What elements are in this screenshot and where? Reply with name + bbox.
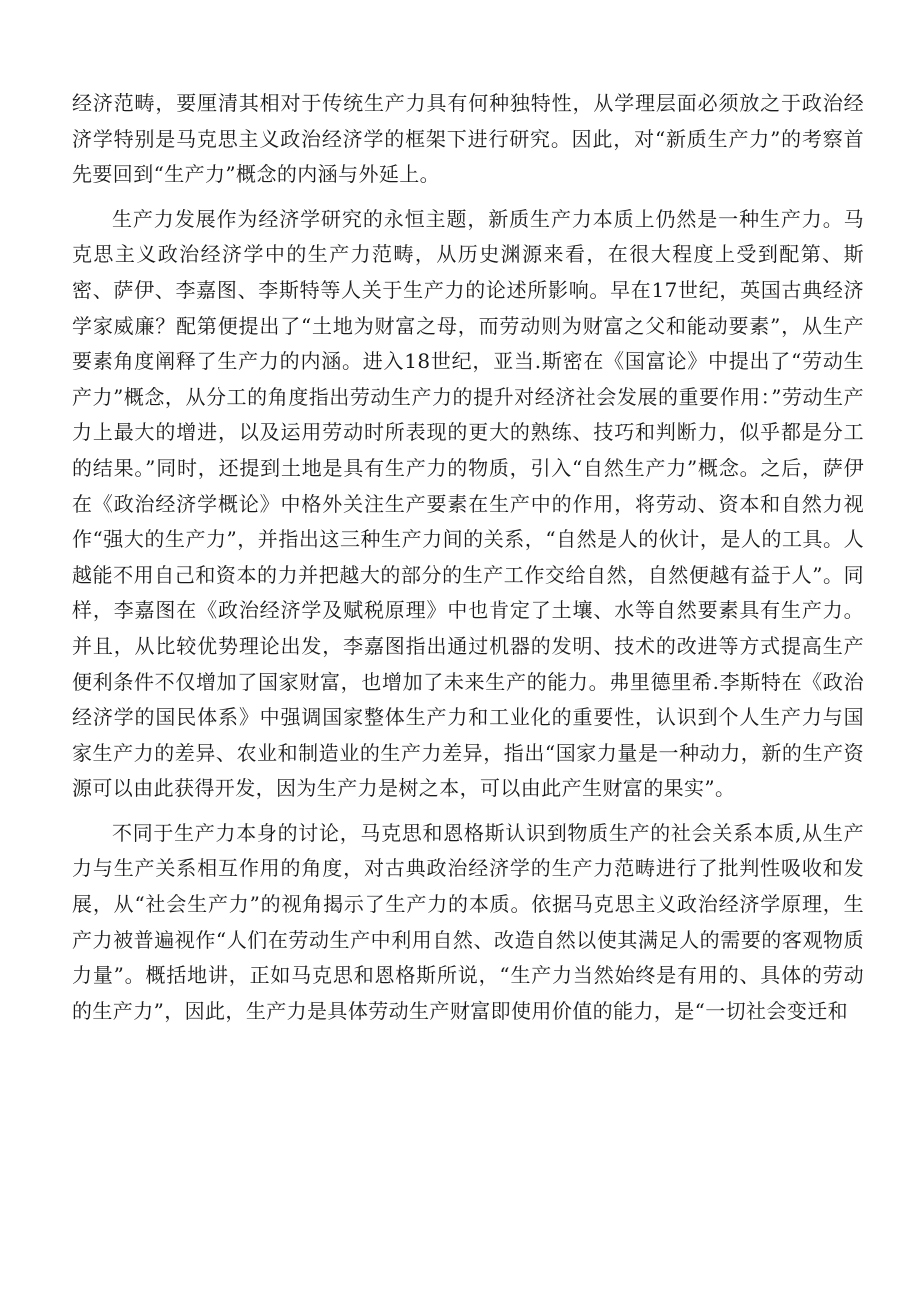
- paragraph-marx-engels: 不同于生产力本身的讨论，马克思和恩格斯认识到物质生产的社会关系本质,从生产力与生产关系相互作用的角度，对古典政治经济学的生产力范畴进行了批判性吸收和发展，从“社会生产力”的视角揭示了生产力的本质。依据马克思主义政治经济学原理，生产力被普遍视作“人们在劳动生产中利用自然、改造自然以使其满足人的需要的客观物质力量”。概括地讲，正如马克思和恩格斯所说，“生产力当然始终是有用的、具体的劳动的生产力”，因此，生产力是具体劳动生产财富即使用价值的能力，是“一切社会变迁和: [72, 820, 864, 1023]
- paragraph-continuation: 经济范畴，要厘清其相对于传统生产力具有何种独特性，从学理层面必须放之于政治经济学特别是马克思主义政治经济学的框架下进行研究。因此，对“新质生产力”的考察首先要回到“生产力”概念的内涵与外延上。: [72, 91, 864, 187]
- paragraph-productivity-history: 生产力发展作为经济学研究的永恒主题，新质生产力本质上仍然是一种生产力。马克思主义政治经济学中的生产力范畴，从历史渊源来看，在很大程度上受到配第、斯密、萨伊、李嘉图、李斯特等人关于生产力的论述所影响。早在17世纪，英国古典经济学家威廉？配第便提出了“土地为财富之母，而劳动则为财富之父和能动要素”，从生产要素角度阐释了生产力的内涵。进入18世纪，亚当.斯密在《国富论》中提出了“劳动生产力”概念，从分工的角度指出劳动生产力的提升对经济社会发展的重要作用：”劳动生产力上最大的增进，以及运用劳动时所表现的更大的熟练、技巧和判断力，似乎都是分工的结果。”同时，还提到土地是具有生产力的物质，引入“自然生产力”概念。之后，萨伊在《政治经济学概论》中格外关注生产要素在生产中的作用，将劳动、资本和自然力视作“强大的生产力”，并指出这三种生产力间的关系，“自然是人的伙计，是人的工具。人越能不用自己和资本的力并把越大的部分的生产工作交给自然，自然便越有益于人”。同样，李嘉图在《政治经济学及赋税原理》中也肯定了土壤、水等自然要素具有生产力。并且，从比较优势理论出发，李嘉图指出通过机器的发明、技术的改进等方式提高生产便利条件不仅增加了国家财富，也增加了未来生产的能力。弗里德里希.李斯特在《政治经济学的国民体系》中强调国家整体生产力和工业化的重要性，认识到个人生产力与国家生产力的差异、农业和制造业的生产力差异，指出“国家力量是一种动力，新的生产资源可以由此获得开发，因为生产力是树之本，可以由此产生财富的果实”。: [72, 206, 864, 801]
- document-body: [72, 86, 864, 1029]
